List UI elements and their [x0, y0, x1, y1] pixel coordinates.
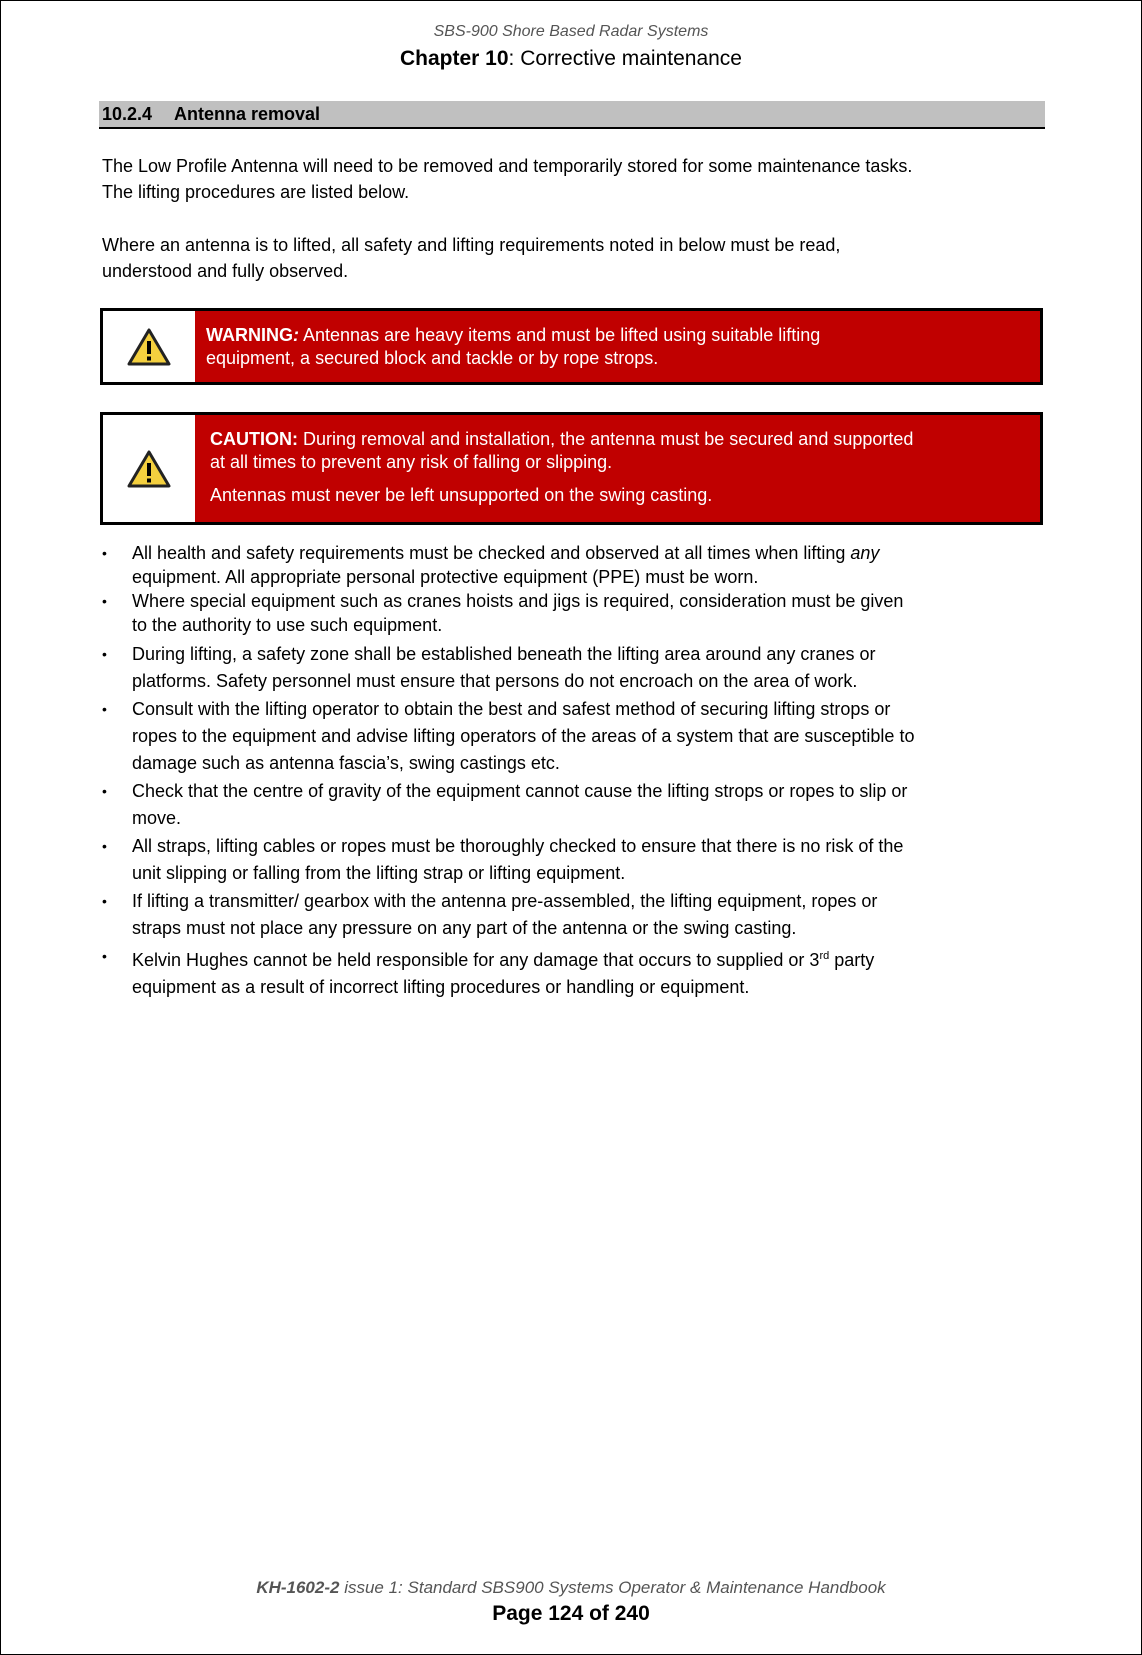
section-heading [99, 101, 1045, 129]
chapter-separator: : [508, 47, 521, 70]
warning-triangle-icon [127, 327, 171, 367]
intro-paragraph [102, 153, 1042, 205]
list-item: • All health and safety requirements must be checked and observed at all times when lifting any equipment. All appropriate personal protective equipment (PPE) must be worn. [102, 541, 1042, 589]
chapter-title: Corrective maintenance [520, 47, 742, 70]
caution-icon-cell [103, 415, 195, 522]
intro-line: The Low Profile Antenna will need to be removed and temporarily stored for some maintenance tasks. [102, 156, 913, 176]
intro-line: Where an antenna is to lifted, all safety and lifting requirements noted in below must be read, [102, 235, 841, 255]
caution-text [195, 415, 1040, 522]
footer-doc-title: issue 1: Standard SBS900 Systems Operator & Maintenance Handbook [339, 1578, 886, 1597]
footer-page-number: Page 124 of 240 [492, 1602, 650, 1625]
intro-line: understood and fully observed. [102, 261, 349, 281]
lifting-requirements-list [102, 541, 1042, 1001]
warning-triangle-icon [127, 449, 171, 489]
footer-document [1, 1578, 1141, 1598]
warning-line: WARNING: Antennas are heavy items and must be lifted using suitable lifting [206, 325, 821, 345]
caution-line: at all times to prevent any risk of falling or slipping. [210, 452, 613, 472]
caution-line: Antennas must never be left unsupported on the swing casting. [210, 485, 713, 505]
warning-line: equipment, a secured block and tackle or by rope strops. [206, 348, 659, 368]
section-title: Antenna removal [174, 104, 321, 124]
warning-colon: : [293, 325, 299, 345]
caution-line: CAUTION: During removal and installation, the antenna must be secured and supported [210, 429, 914, 449]
header-chapter [1, 47, 1141, 71]
warning-icon-cell [103, 311, 195, 382]
list-item: • All straps, lifting cables or ropes must be thoroughly checked to ensure that there is no risk of the unit slipping or falling from the lifting strap or lifting equipment. [102, 833, 1042, 887]
list-item: • Consult with the lifting operator to obtain the best and safest method of securing lifting strops or ropes to the equipment and advise lifting operators of the areas of a system that are susceptible to damage such as antenna fascia’s, swing castings etc. [102, 696, 1042, 777]
intro-line: The lifting procedures are listed below. [102, 182, 410, 202]
caution-label: CAUTION: [210, 429, 298, 449]
warning-text [195, 311, 1040, 382]
warning-label: WARNING [206, 325, 293, 345]
chapter-label: Chapter 10 [400, 47, 509, 70]
caution-notice [100, 412, 1043, 525]
list-item: • Where special equipment such as cranes hoists and jigs is required, consideration must be given to the authority to use such equipment. [102, 589, 1042, 637]
list-item: • Check that the centre of gravity of the equipment cannot cause the lifting strops or ropes to slip or move. [102, 778, 1042, 832]
list-item: • If lifting a transmitter/ gearbox with the antenna pre-assembled, the lifting equipment, ropes or straps must not place any pressure on any part of the antenna or the swing casting. [102, 888, 1042, 942]
list-item: • Kelvin Hughes cannot be held responsible for any damage that occurs to supplied or 3rd party equipment as a result of incorrect lifting procedures or handling or equipment. [102, 943, 1042, 1001]
intro-paragraph-2 [102, 232, 1042, 284]
section-number: 10.2.4 [102, 104, 153, 124]
list-item: • During lifting, a safety zone shall be established beneath the lifting area around any cranes or platforms. Safety personnel must ensure that persons do not encroach on the area of work. [102, 641, 1042, 695]
header-product: SBS-900 Shore Based Radar Systems [433, 23, 709, 40]
footer-doc-code: KH-1602-2 [256, 1578, 340, 1597]
warning-notice [100, 308, 1043, 385]
